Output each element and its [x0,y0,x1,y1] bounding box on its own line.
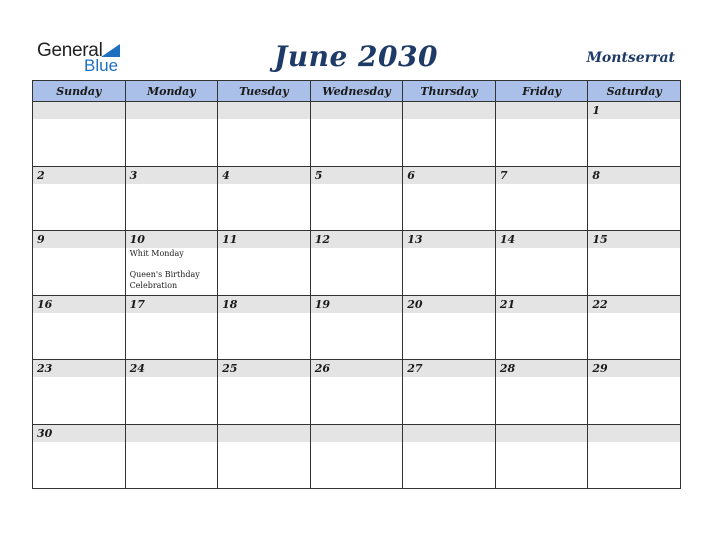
day-cell [218,102,311,167]
day-cell [588,102,681,167]
day-cell [310,424,403,489]
day-number: 16 [33,296,125,313]
logo-text-blue: Blue [84,56,119,75]
day-cell [218,166,311,231]
day-number: 21 [496,296,588,313]
week-row-4 [33,295,681,360]
day-cell [218,231,311,296]
day-number: 10 [126,231,218,248]
day-number: 1 [588,102,680,119]
weekday-monday: Monday [125,81,218,102]
day-number [311,425,403,442]
holiday-event: Queen's Birthday Celebration [129,270,200,290]
day-number: 23 [33,360,125,377]
day-cell-holiday [125,231,218,296]
week-row-5 [33,360,681,425]
week-row-3 [33,231,681,296]
day-cell [403,295,496,360]
weekday-header-row [33,81,681,102]
day-cell [403,102,496,167]
day-cell [495,295,588,360]
day-number: 3 [126,167,218,184]
calendar-title: June 2030 [274,40,438,73]
weekday-wednesday: Wednesday [310,81,403,102]
weekday-thursday: Thursday [403,81,496,102]
day-number: 5 [311,167,403,184]
day-number: 4 [218,167,310,184]
day-cell [310,231,403,296]
day-cell [125,102,218,167]
day-number [496,102,588,119]
day-number: 19 [311,296,403,313]
day-number: 13 [403,231,495,248]
day-cell [33,360,126,425]
day-cell [588,166,681,231]
day-cell [588,295,681,360]
logo-text-general: General [37,40,103,61]
day-number [33,102,125,119]
day-number [588,425,680,442]
day-number [403,102,495,119]
day-cell [33,231,126,296]
day-cell [218,295,311,360]
day-cell [218,360,311,425]
day-cell [33,102,126,167]
day-cell [310,102,403,167]
day-number: 30 [33,425,125,442]
calendar-grid [32,80,681,489]
day-cell [33,166,126,231]
weekday-saturday: Saturday [588,81,681,102]
day-cell [588,360,681,425]
weekday-tuesday: Tuesday [218,81,311,102]
week-row-1 [33,102,681,167]
day-number: 14 [496,231,588,248]
day-number: 24 [126,360,218,377]
day-number [403,425,495,442]
day-number: 6 [403,167,495,184]
day-number: 26 [311,360,403,377]
weekday-sunday: Sunday [33,81,126,102]
day-number: 11 [218,231,310,248]
day-cell [310,166,403,231]
week-row-2 [33,166,681,231]
day-number [311,102,403,119]
day-number: 8 [588,167,680,184]
day-cell [403,166,496,231]
day-number: 2 [33,167,125,184]
day-number: 9 [33,231,125,248]
day-cell [33,424,126,489]
day-number [496,425,588,442]
day-cell [588,424,681,489]
day-cell [403,424,496,489]
day-cell [403,360,496,425]
day-number: 15 [588,231,680,248]
day-cell [495,424,588,489]
day-number: 28 [496,360,588,377]
day-number: 20 [403,296,495,313]
day-cell [125,360,218,425]
day-number [218,102,310,119]
weekday-friday: Friday [495,81,588,102]
day-cell [403,231,496,296]
country-name: Montserrat [586,50,675,66]
day-number: 7 [496,167,588,184]
day-number [126,425,218,442]
day-number: 22 [588,296,680,313]
day-cell [588,231,681,296]
day-number: 17 [126,296,218,313]
day-cell [495,231,588,296]
day-cell [310,295,403,360]
day-cell [495,166,588,231]
day-cell [125,166,218,231]
day-cell [495,102,588,167]
day-number [218,425,310,442]
day-cell [125,424,218,489]
week-row-6 [33,424,681,489]
day-cell [495,360,588,425]
day-number: 18 [218,296,310,313]
day-cell [33,295,126,360]
day-number [126,102,218,119]
holiday-event: Whit Monday [129,249,184,258]
day-cell [218,424,311,489]
day-number: 27 [403,360,495,377]
day-cell [310,360,403,425]
day-number: 25 [218,360,310,377]
day-number: 29 [588,360,680,377]
day-cell [125,295,218,360]
day-number: 12 [311,231,403,248]
